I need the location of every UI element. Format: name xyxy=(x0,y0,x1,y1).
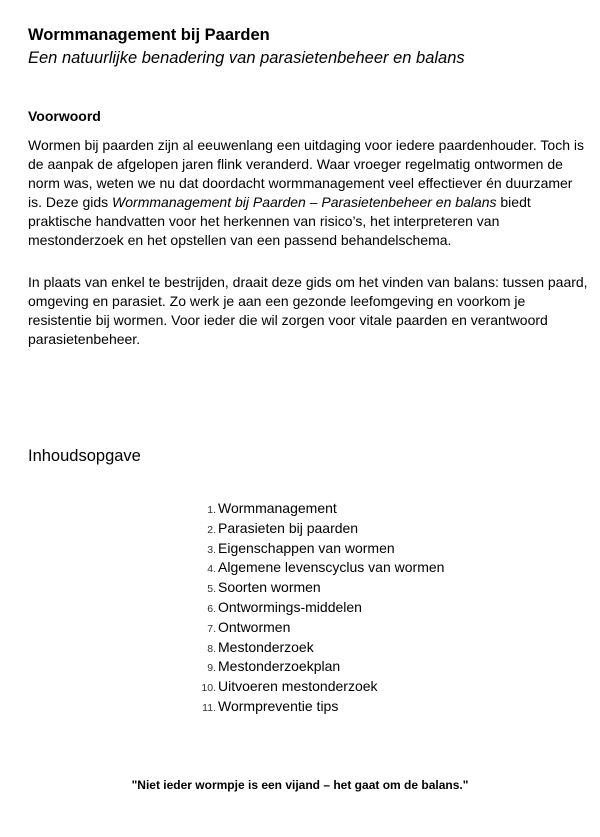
toc-item-label: Wormmanagement xyxy=(218,500,337,516)
toc-item-number: 9. xyxy=(207,662,216,675)
toc-item-number: 10. xyxy=(201,682,216,695)
toc-item xyxy=(190,618,444,638)
toc-item xyxy=(190,578,444,598)
toc-item-number: 11. xyxy=(202,701,216,714)
toc-item xyxy=(190,558,444,578)
document-subtitle: Een natuurlijke benadering van parasietenbeheer en balans xyxy=(28,49,465,67)
toc-item xyxy=(190,598,444,618)
toc-item-label: Wormpreventie tips xyxy=(218,697,339,714)
toc-item-number: 1. xyxy=(207,504,216,516)
toc-item-label: Algemene levenscyclus van wormen xyxy=(218,559,445,576)
toc-item-label: Uitvoeren mestonderzoek xyxy=(218,678,378,695)
toc-item-label: Mestonderzoekplan xyxy=(218,658,341,675)
toc-item-label: Soorten wormen xyxy=(218,579,321,596)
toc-item-number: 3. xyxy=(207,543,216,556)
toc-item-label: Parasieten bij paarden xyxy=(218,519,359,536)
preface-paragraph-1 xyxy=(28,136,588,250)
toc-item-label: Mestonderzoek xyxy=(218,638,314,655)
toc-item xyxy=(190,519,444,539)
toc-item-label: Eigenschappen van wormen xyxy=(218,539,395,556)
preface-paragraph-2: In plaats van enkel te bestrijden, draait deze gids om het vinden van balans: tussen paard, omgeving en parasiet. Zo werk je aan een gezonde leefomgeving en voorkom je resistentie bij wormen. Voor ieder die wil zorgen voor vitale paarden en verantwoord parasietenbeheer. xyxy=(28,274,588,347)
preface-text-end: biedt praktische handvatten voor het herkennen van risico’s, het interpreteren van mestonderzoek en het opstellen van een passend behandelschema. xyxy=(28,194,531,248)
toc-item-number: 8. xyxy=(207,642,216,655)
toc-item-number: 5. xyxy=(207,583,216,596)
toc-item-number: 2. xyxy=(207,523,216,536)
guide-title-italic: Wormmanagement bij Paarden – Parasietenbeheer en balans xyxy=(112,194,497,210)
document-title: Wormmanagement bij Paarden xyxy=(28,26,270,44)
toc-item xyxy=(190,657,444,677)
toc-item-number: 6. xyxy=(207,602,216,615)
preface-heading: Voorwoord xyxy=(28,108,101,124)
toc-item xyxy=(190,539,444,559)
toc-item xyxy=(190,499,444,519)
table-of-contents xyxy=(190,499,444,717)
closing-quote: "Niet ieder wormpje is een vijand – het gaat om de balans." xyxy=(131,778,469,792)
toc-item-label: Ontwormings-middelen xyxy=(218,598,362,615)
toc-heading: Inhoudsopgave xyxy=(28,447,141,465)
toc-item-number: 7. xyxy=(207,622,216,635)
toc-item xyxy=(190,697,444,717)
preface-text-start: Wormen bij paarden zijn al eeuwenlang een uitdaging voor iedere paardenhouder. Toch is de aanpak de afgelopen jaren flink veranderd. Waar vroeger regelmatig ontwormen de norm was, weten we nu dat doordacht wormmanagement veel effectiever én duurzamer is. Deze gids xyxy=(28,137,584,210)
toc-item xyxy=(190,638,444,658)
toc-item-number: 4. xyxy=(207,563,216,576)
toc-item xyxy=(190,677,444,697)
toc-item-label: Ontwormen xyxy=(218,618,291,635)
